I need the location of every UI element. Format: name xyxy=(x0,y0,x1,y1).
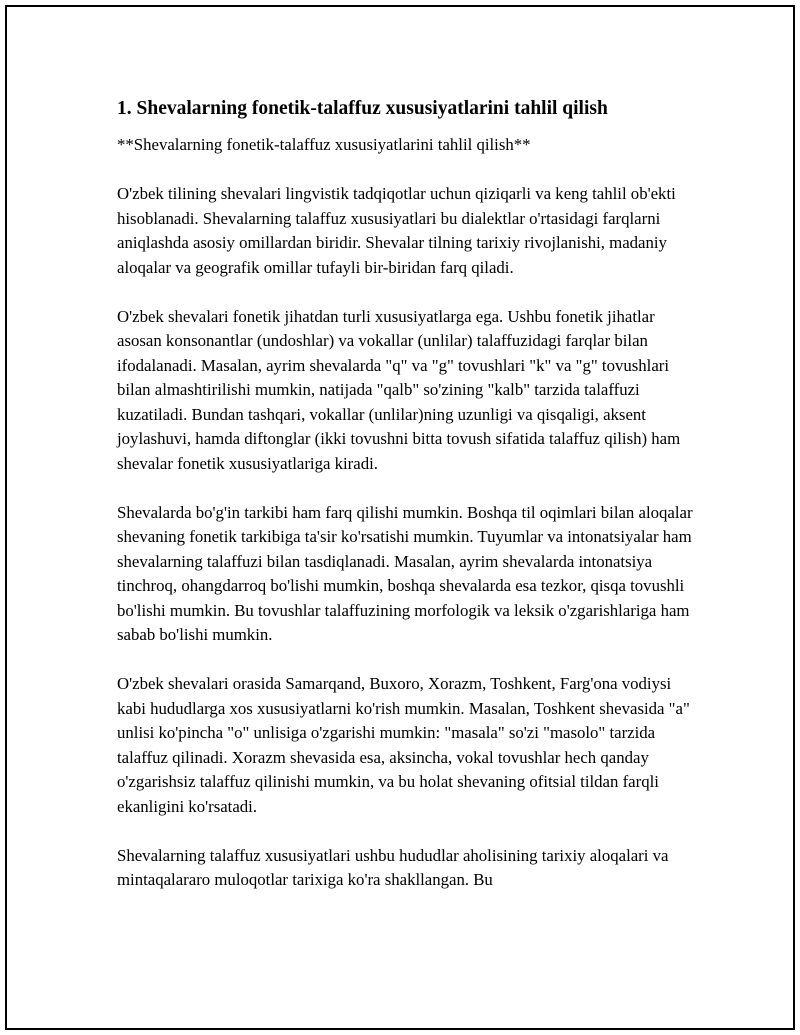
document-page xyxy=(5,5,795,1030)
paragraph-1: O'zbek tilining shevalari lingvistik tadqiqotlar uchun qiziqarli va keng tahlil ob'ekti hisoblanadi. Shevalarning talaffuz xususiyatlari bu dialektlar o'rtasidagi farqlarni aniqlashda asosiy omillardan biridir. Shevalar tilning tarixiy rivojlanishi, madaniy aloqalar va geografik omillar tufayli bir-biridan farq qiladi. xyxy=(117,184,676,277)
paragraph-2: O'zbek shevalari fonetik jihatdan turli xususiyatlarga ega. Ushbu fonetik jihatlar asosan konsonantlar (undoshlar) va vokallar (unlilar) talaffuzidagi farqlar bilan ifodalanadi. Masalan, ayrim shevalarda "q" va "g" tovushlari "k" va "g" tovushlari bilan almashtirilishi mumkin, natijada "qalb" so'zining "kalb" tarzida talaffuzi kuzatiladi. Bundan tashqari, vokallar (unlilar)ning uzunligi va qisqaligi, aksent joylashuvi, hamda diftonglar (ikki tovushni bitta tovush sifatida talaffuz qilish) ham shevalar fonetik xususiyatlariga kiradi. xyxy=(117,306,681,473)
paragraph-4: O'zbek shevalari orasida Samarqand, Buxoro, Xorazm, Toshkent, Farg'ona vodiysi kabi hududlarga xos xususiyatlarni ko'rish mumkin. Masalan, Toshkent shevasida "a" unlisi ko'pincha "o" unlisiga o'zgarishi mumkin: "masala" so'zi "masolo" tarzida talaffuz qilinadi. Xorazm shevasida esa, aksincha, vokal tovushlar hech qanday o'zgarishsiz talaffuz qilinishi mumkin, va bu holat shevaning ofitsial tildan farqli ekanligini ko'rsatadi. xyxy=(117,674,690,816)
paragraph-5: Shevalarning talaffuz xususiyatlari ushbu hududlar aholisining tarixiy aloqalari va mintaqalararo muloqotlar tarixiga ko'ra shakllangan. Bu xyxy=(117,845,669,889)
document-body xyxy=(117,97,697,893)
section-title: 1. Shevalarning fonetik-talaffuz xususiyatlarini tahlil qilish xyxy=(117,98,608,119)
section-subtitle: **Shevalarning fonetik-talaffuz xususiyatlarini tahlil qilish** xyxy=(117,135,531,154)
paragraph-3: Shevalarda bo'g'in tarkibi ham farq qilishi mumkin. Boshqa til oqimlari bilan aloqalar shevaning fonetik tarkibiga ta'sir ko'rsatishi mumkin. Tuyumlar va intonatsiyalar ham shevalarning talaffuzi bilan tasdiqlanadi. Masalan, ayrim shevalarda intonatsiya tinchroq, ohangdarroq bo'lishi mumkin, boshqa shevalarda esa tezkor, qisqa tovushli bo'lishi mumkin. Bu tovushlar talaffuzining morfologik va leksik o'zgarishlariga ham sabab bo'lishi mumkin. xyxy=(117,502,693,644)
